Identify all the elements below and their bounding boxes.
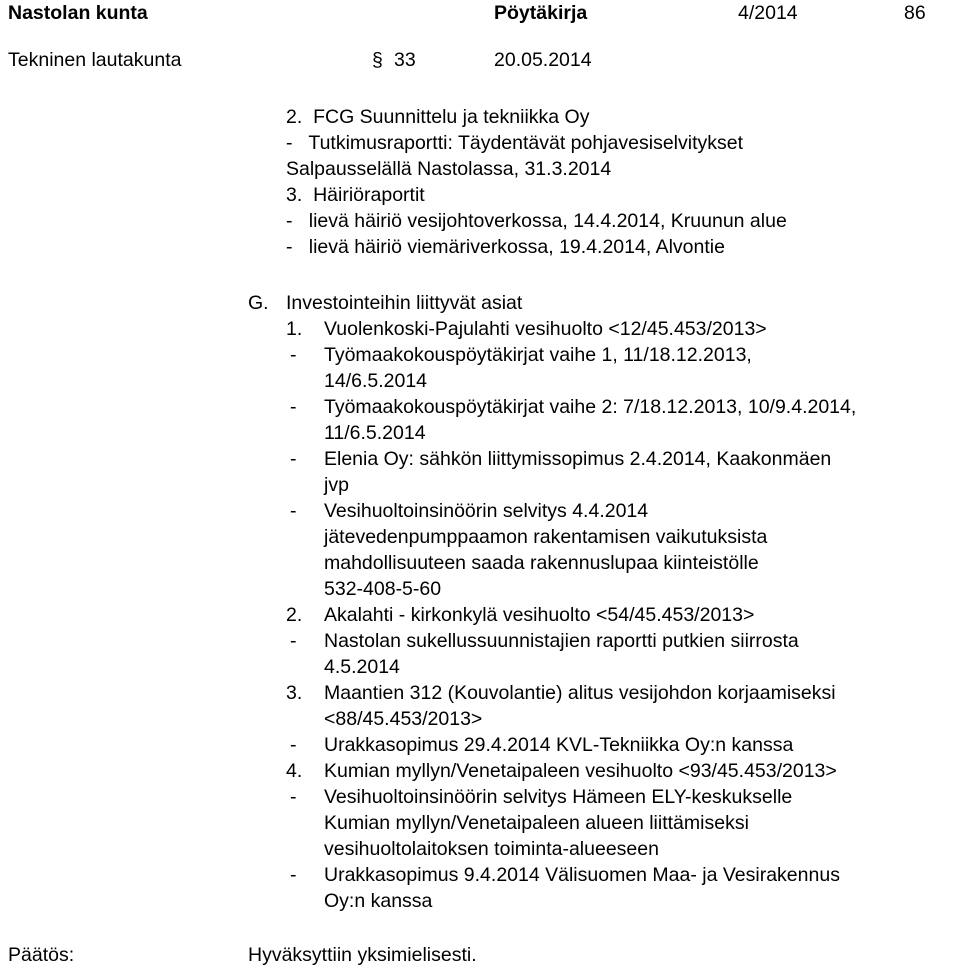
section-number: 33	[394, 49, 416, 71]
list-item: jvp	[324, 474, 349, 496]
list-marker: -	[290, 734, 297, 756]
list-item: Elenia Oy: sähkön liittymissopimus 2.4.2014, Kaakonmäen	[324, 448, 832, 470]
list-marker: 1.	[286, 318, 303, 340]
list-item: Kumian myllyn/Venetaipaleen vesihuolto <93/45.453/2013>	[324, 760, 837, 782]
list-item: vesihuoltolaitoksen toiminta-alueeseen	[324, 838, 659, 860]
list-item: Vesihuoltoinsinöörin selvitys 4.4.2014	[324, 500, 649, 522]
section-symbol: §	[372, 49, 383, 71]
list-item: - Tutkimusraportti: Täydentävät pohjavesiselvitykset	[286, 132, 744, 154]
organization-name: Nastolan kunta	[8, 2, 148, 24]
board-name: Tekninen lautakunta	[8, 49, 182, 71]
list-item: 14/6.5.2014	[324, 370, 428, 392]
list-item: Urakkasopimus 29.4.2014 KVL-Tekniikka Oy:n kanssa	[324, 734, 794, 756]
list-marker: -	[290, 864, 297, 886]
list-item: - lievä häiriö vesijohtoverkossa, 14.4.2014, Kruunun alue	[286, 210, 787, 232]
list-marker: -	[290, 448, 297, 470]
list-item: jätevedenpumppaamon rakentamisen vaikutuksista	[324, 526, 768, 548]
section-title: Investointeihin liittyvät asiat	[286, 292, 523, 314]
list-item: Kumian myllyn/Venetaipaleen alueen liittämiseksi	[324, 812, 749, 834]
issue-number: 4/2014	[738, 2, 798, 24]
section-letter: G.	[248, 292, 269, 314]
list-item: Oy:n kanssa	[324, 890, 433, 912]
list-item: 3. Häiriöraportit	[286, 184, 425, 206]
list-marker: -	[290, 630, 297, 652]
list-item: <88/45.453/2013>	[324, 708, 483, 730]
list-item: Salpausselällä Nastolassa, 31.3.2014	[286, 158, 612, 180]
list-item: Maantien 312 (Kouvolantie) alitus vesijohdon korjaamiseksi	[324, 682, 836, 704]
document-type: Pöytäkirja	[494, 2, 588, 24]
list-marker: 3.	[286, 682, 303, 704]
list-item: Vesihuoltoinsinöörin selvitys Hämeen ELY-keskukselle	[324, 786, 793, 808]
list-marker: -	[290, 344, 297, 366]
list-item: Urakkasopimus 9.4.2014 Välisuomen Maa- ja Vesirakennus	[324, 864, 840, 886]
list-item: 2. FCG Suunnittelu ja tekniikka Oy	[286, 106, 590, 128]
decision-text: Hyväksyttiin yksimielisesti.	[248, 944, 477, 966]
list-item: Työmaakokouspöytäkirjat vaihe 2: 7/18.12.2013, 10/9.4.2014,	[324, 396, 857, 418]
list-item: 4.5.2014	[324, 656, 400, 678]
list-marker: -	[290, 786, 297, 808]
list-item: Akalahti - kirkonkylä vesihuolto <54/45.453/2013>	[324, 604, 755, 626]
list-item: 532-408-5-60	[324, 578, 442, 600]
list-item: Vuolenkoski-Pajulahti vesihuolto <12/45.453/2013>	[324, 318, 767, 340]
list-item: - lievä häiriö viemäriverkossa, 19.4.2014, Alvontie	[286, 236, 725, 258]
list-item: 11/6.5.2014	[324, 422, 426, 444]
list-marker: 2.	[286, 604, 303, 626]
page-number: 86	[904, 2, 926, 24]
list-marker: -	[290, 396, 297, 418]
list-marker: -	[290, 500, 297, 522]
list-item: mahdollisuuteen saada rakennuslupaa kiinteistölle	[324, 552, 759, 574]
list-marker: 4.	[286, 760, 303, 782]
list-item: Työmaakokouspöytäkirjat vaihe 1, 11/18.12.2013,	[324, 344, 752, 366]
meeting-date: 20.05.2014	[494, 49, 592, 71]
decision-label: Päätös:	[8, 944, 75, 966]
list-item: Nastolan sukellussuunnistajien raportti putkien siirrosta	[324, 630, 799, 652]
